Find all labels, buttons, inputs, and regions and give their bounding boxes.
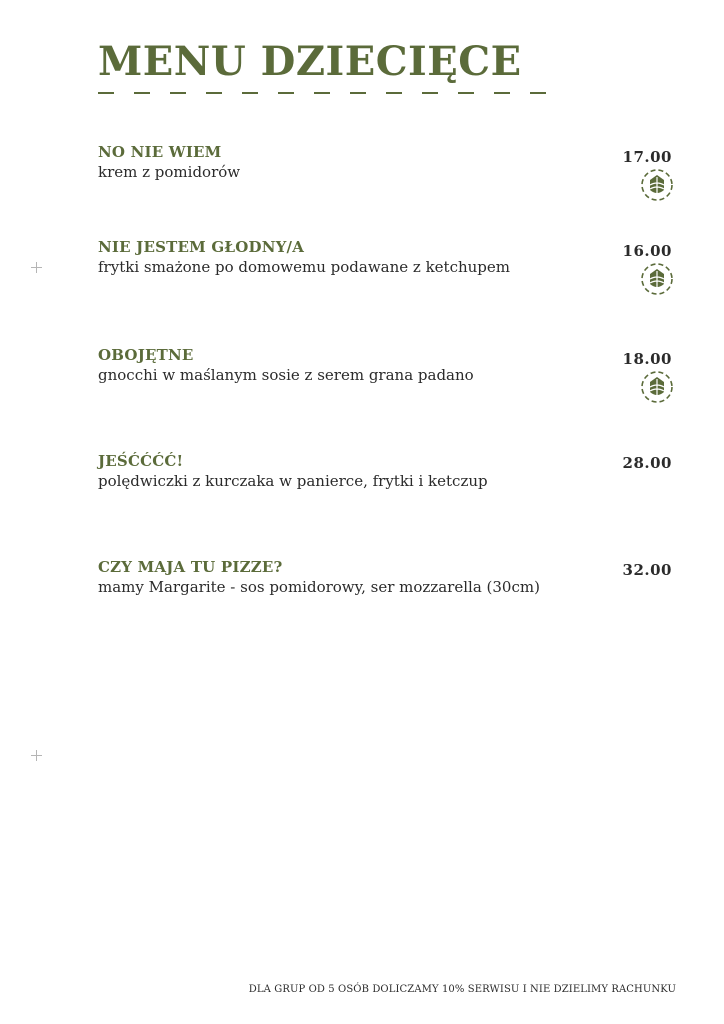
vegetarian-leaf-icon (640, 262, 674, 296)
menu-item-name: OBOJĘTNE (98, 346, 194, 364)
menu-item (98, 237, 678, 277)
title-dashed-underline (98, 92, 558, 94)
menu-item-price: 28.00 (622, 454, 672, 472)
menu-item (98, 451, 678, 491)
menu-item-description: polędwiczki z kurczaka w panierce, frytki i ketczup (98, 472, 488, 490)
menu-item-price: 32.00 (622, 561, 672, 579)
menu-item-name: JEŚĆĆĆĆ! (98, 452, 184, 470)
menu-item (98, 345, 678, 385)
crop-mark-icon (31, 262, 42, 273)
menu-item-name: CZY MAJA TU PIZZE? (98, 558, 283, 576)
crop-mark-icon (31, 750, 42, 761)
menu-item-price: 17.00 (622, 148, 672, 166)
menu-item-name: NO NIE WIEM (98, 143, 222, 161)
menu-item-price: 16.00 (622, 242, 672, 260)
menu-item-name: NIE JESTEM GŁODNY/A (98, 238, 305, 256)
page-title: MENU DZIECIĘCE (98, 38, 522, 85)
footer-note: DLA GRUP OD 5 OSÓB DOLICZAMY 10% SERWISU I NIE DZIELIMY RACHUNKU (248, 984, 676, 995)
menu-item-description: krem z pomidorów (98, 163, 241, 181)
menu-item-description: gnocchi w maślanym sosie z serem grana padano (98, 366, 474, 384)
menu-item-price: 18.00 (622, 350, 672, 368)
vegetarian-leaf-icon (640, 168, 674, 202)
menu-item-description: mamy Margarite - sos pomidorowy, ser mozzarella (30cm) (98, 578, 540, 596)
menu-item (98, 557, 678, 597)
menu-item (98, 142, 678, 182)
vegetarian-leaf-icon (640, 370, 674, 404)
menu-item-description: frytki smażone po domowemu podawane z ketchupem (98, 258, 510, 276)
